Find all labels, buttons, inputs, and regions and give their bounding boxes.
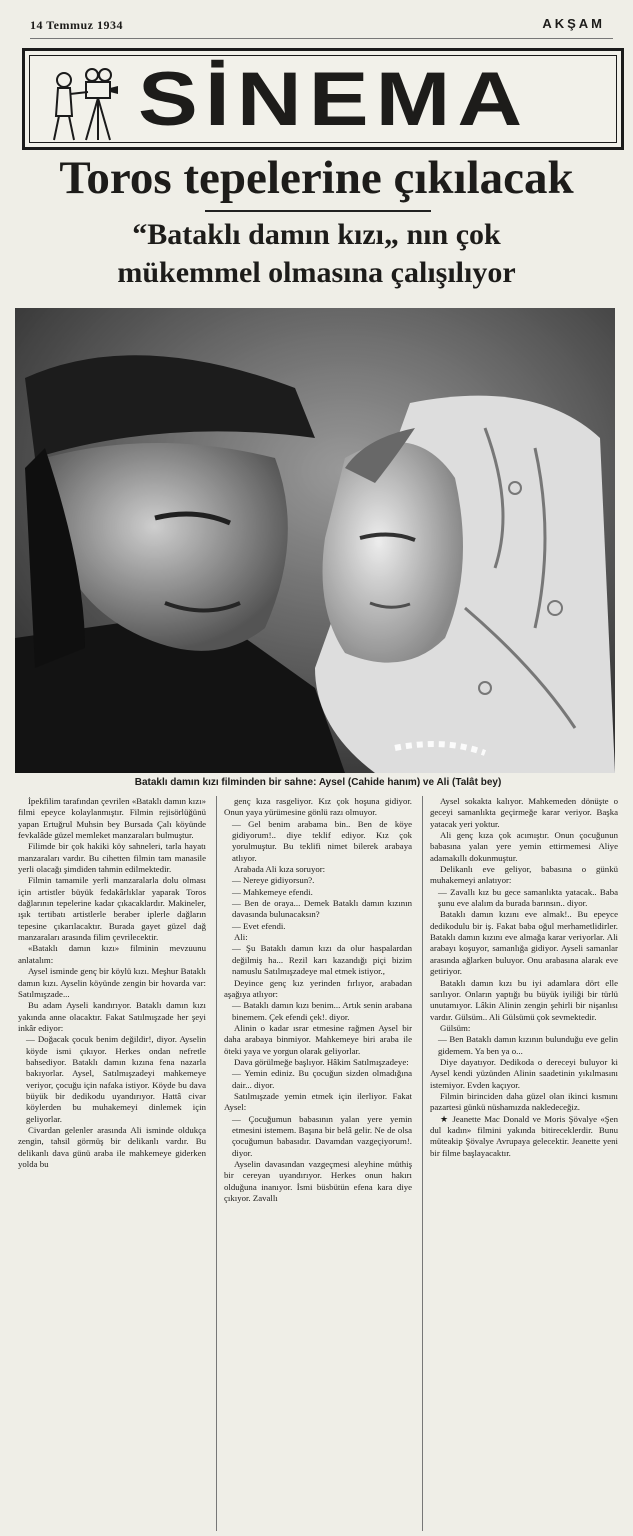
article-paragraph: — Zavallı kız bu gece samanlıkta yatacak.. Baba şunu eve alalım da burada barınsın.. diyor. xyxy=(438,886,618,909)
article-paragraph: — Nereye gidiyorsun?. xyxy=(232,875,315,886)
article-paragraph: Arabada Ali kıza soruyor: xyxy=(234,864,326,875)
article-paragraph: Bataklı damın kızını eve almak!.. Bu epeyce dedikodulu bir iş. Fakat baba oğul merhametlidirler. Bataklı damın kızını eve almağa karar veriyorlar. Ali arabayı koşuyor, samanlığa gidiyor. Ayseli samanlar arasında ağlarken buluyor. Onu arabasına alarak eve getiriyor. xyxy=(430,909,618,977)
column-divider xyxy=(422,796,423,1531)
article-paragraph: ★ Jeanette Mac Donald ve Moris Şövalye «Şen dul kadın» filmini yakında bitireceklerdir. Bunu müteakip Şövalye Avrupaya gelecektir. Jeanette yeni bir filme başlayacaktır. xyxy=(430,1113,618,1158)
article-paragraph: Civardan gelenler arasında Ali isminde oldukça zengin, tahsil görmüş bir delikanlı vardır. Bu delikanlı dava günü araba ile mahkemeye giderken yolda bu xyxy=(18,1124,206,1169)
article-paragraph: — Çocuğumun babasının yalan yere yemin etmesini istemem. Başına bir belâ gelir. Ne de olsa çocuğumun babasıdır. Davamdan vazgeçiyorum!. diyor. xyxy=(232,1113,412,1158)
subheadline xyxy=(0,216,633,292)
article-paragraph: Diye dayatıyor. Dedikoda o dereceyi buluyor ki Aysel kendi yüzünden Alinin saadetinin yıkılmasını istemiyor. Evden kaçıyor. xyxy=(430,1056,618,1090)
headline: Toros tepelerine çıkılacak xyxy=(59,152,574,204)
article-paragraph: Filimde bir çok hakiki köy sahneleri, tarla hayatı manzaraları vardır. Bu cihetten filmin tam manasile yerli olacağı şimdiden tahmin edilmektedir. xyxy=(18,841,206,875)
article-paragraph: — Evet efendi. xyxy=(232,920,286,931)
article-paragraph: — Bataklı damın kızı benim... Artık senin arabana binemem. Çek efendi çek!. diyor. xyxy=(232,1000,412,1022)
article-paragraph: — Mahkemeye efendi. xyxy=(232,886,313,897)
article-paragraph: Bu adam Ayseli kandırıyor. Bataklı damın kızı yakında anne olacaktır. Fakat Satılmışzade her şeyi inkâr ediyor: xyxy=(18,1000,206,1033)
article-paragraph: Delikanlı eve geliyor, babasına o günkü muhakemeyi anlatıyor: xyxy=(430,864,618,886)
article-paragraph: Filmin birinciden daha güzel olan ikinci kısmını pazartesi günkü nüshamızda nakledeceğiz. xyxy=(430,1090,618,1113)
article-paragraph: genç kıza rasgeliyor. Kız çok hoşuna gidiyor. Onun yaya yürümesine gönlü razı olmuyor. xyxy=(224,796,412,818)
section-banner xyxy=(22,48,624,150)
article-column-2 xyxy=(224,796,412,1531)
issue-date: 14 Temmuz 1934 xyxy=(30,18,124,32)
article-paragraph: Deyince genç kız yerinden fırlıyor, arabadan aşağıya atlıyor: xyxy=(224,977,412,999)
article-paragraph: Dava görülmeğe başlıyor. Hâkim Satılmışzadeye: xyxy=(234,1056,409,1067)
subheadline-line-1: “Bataklı damın kızı„ nın çok xyxy=(132,218,501,251)
article-paragraph: — Gel benim arabama bin.. Ben de köye gidiyorum!.. diye teklif ediyor. Kız çok yorulmuştur. Bu teklifi nimet bilerek arabaya atlıyor. xyxy=(232,818,412,863)
newspaper-name: AKŞAM xyxy=(542,16,605,31)
article-paragraph: Satılmışzade yemin etmek için ilerliyor. Fakat Aysel: xyxy=(224,1090,412,1113)
column-divider xyxy=(216,796,217,1531)
film-still-illustration xyxy=(15,308,615,773)
article-paragraph: Bataklı damın kızı bu iyi adamlara dört elle sarılıyor. Onların yaptığı bu büyük iyiliği bir türlü unutamıyor. Lâkin Alinin zengin şehirli bir nişanlısı vardır. Gülsüm.. Ali Gülsümü çok sevmektedir. xyxy=(430,977,618,1022)
article-paragraph: — Ben de oraya... Demek Bataklı damın kızının davasında bulunacaksın? xyxy=(232,898,412,920)
article-paragraph: Ali genç kıza çok acımıştır. Onun çocuğunun babasına yalan yere yemin ettirmemesi Aliye adamakıllı dokunmuştur. xyxy=(430,830,618,863)
subheadline-line-2: mükemmel olmasına çalışılıyor xyxy=(117,256,516,289)
page-header xyxy=(30,16,613,39)
article-paragraph: — Doğacak çocuk benim değildir!, diyor. Ayselin köyde ismi çıkıyor. Herkes ondan nefretle bahsediyor. Bataklı damın kızına fena nazarla bakıyorlar. Aysel, Satılmışzadeyi mahkemeye veriyor, çocuğu için nafaka istiyor. Köyde bu dava büyük bir dedikodu uyandırıyor. Hattâ civar köylerden bu muhakemeyi dinlemek için geliyorlar. xyxy=(26,1034,206,1124)
article-paragraph: — Yemin ediniz. Bu çocuğun sizden olmadığına dair... diyor. xyxy=(232,1068,412,1090)
article-column-3 xyxy=(430,796,618,1531)
headline-rule xyxy=(205,210,431,212)
article-paragraph: Filmin tamamile yerli manzaralarla dolu olması için artistler büyük fedakârlıklar yaparak Toros dağlarının tepelerine kadar çıkacaklardır. Makineler, ışık tertibatı artistlerle beraber iplerle dağların tepesine çıkarılacaktır. Burada gayet güzel dağ manzaraları arasında filim çevrilecektir. xyxy=(18,875,206,943)
article-paragraph: İpekfilim tarafından çevrilen «Bataklı damın kızı» filmi epeyce kolaylanmıştır. Filmin rejisörlüğünü yapan Ertuğrul Muhsin bey Bursada Çalı köyünde fevkalâde güzel memleket manzaraları bulmuştur. xyxy=(18,796,206,841)
cameraman-icon xyxy=(48,62,134,144)
article-paragraph: Ali: xyxy=(234,932,248,943)
photo-caption: Bataklı damın kızı filminden bir sahne: Aysel (Cahide hanım) ve Ali (Talât bey) xyxy=(134,777,502,788)
article-body xyxy=(18,796,618,1531)
article-paragraph: Ayselin davasından vazgeçmesi aleyhine müthiş bir cereyan uyandırıyor. Herkes onun hakırı olduğuna inanıyor. İsmi büsbütün efena kara diye çıkıyor. Zavallı xyxy=(224,1159,412,1204)
film-still-photo xyxy=(15,308,615,773)
article-paragraph: Alinin o kadar ısrar etmesine rağmen Aysel bir daha arabaya binmiyor. Mahkemeye biri araba ile öteki yaya ve yorgun olarak geliyorlar. xyxy=(224,1022,412,1056)
article-paragraph: Gülsüm: xyxy=(440,1022,471,1033)
article-paragraph: — Şu Bataklı damın kızı da olur haspalardan değilmiş ha... Rezil karı kazandığı piçi bizim namuslu Satılmışzadeye mal etmek istiyor., xyxy=(232,943,412,977)
article-paragraph: Aysel sokakta kalıyor. Mahkemeden dönüşte o geceyi samanlıkta geçirmeğe karar veriyor. Başka yatacak yeri yoktur. xyxy=(430,796,618,829)
article-paragraph: Aysel isminde genç bir köylü kızı. Meşhur Bataklı damın kızı. Ayselin köyünde zengin bir hovarda var: Satılmışzade... xyxy=(18,966,206,999)
article-paragraph: — Ben Bataklı damın kızının bulunduğu eve gelin gidemem. Ya ben ya o... xyxy=(438,1034,618,1056)
article-paragraph: «Bataklı damın kızı» filminin mevzuunu anlatalım: xyxy=(18,943,206,965)
banner-frame xyxy=(29,55,617,143)
section-title: SİNEMA xyxy=(138,57,530,142)
article-column-1 xyxy=(18,796,206,1531)
